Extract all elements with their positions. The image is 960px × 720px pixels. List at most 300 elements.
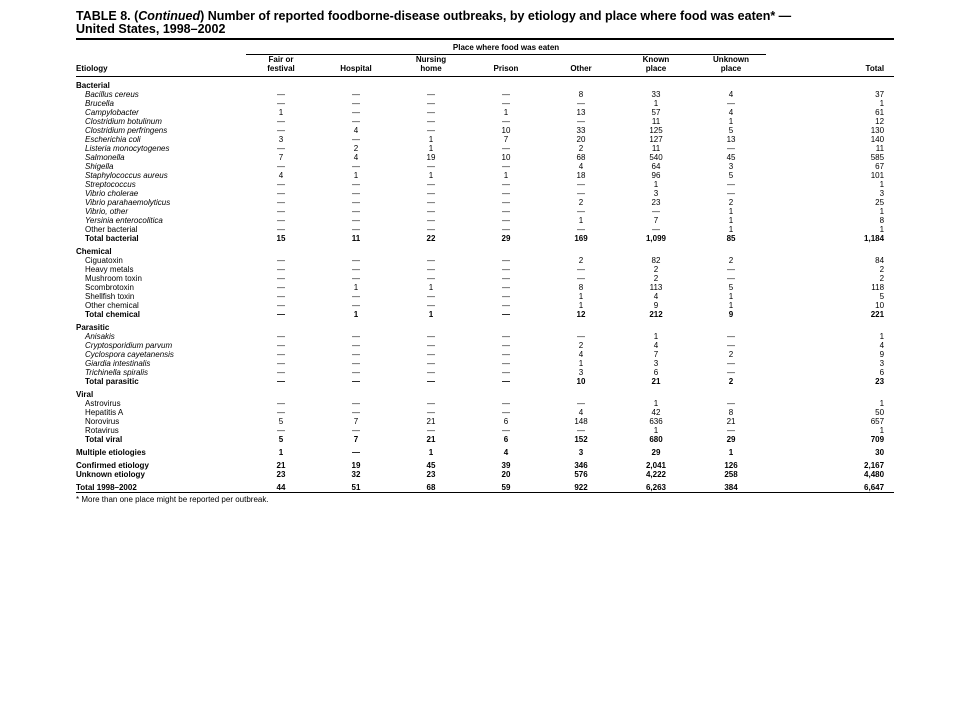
row-value: — [502, 99, 510, 108]
row-value: — [727, 265, 736, 274]
row-value: 21 [276, 461, 286, 470]
row-value: — [727, 368, 736, 377]
row-value: 1 [879, 207, 885, 216]
row-value: 4 [578, 350, 584, 359]
row-value: 29 [501, 234, 511, 243]
row-value: — [277, 301, 285, 310]
section-title: Parasitic [76, 323, 110, 332]
row-value: 4 [879, 341, 885, 350]
row-label: Heavy metals [85, 265, 134, 274]
row-value: 1 [353, 310, 359, 319]
row-value: 7 [503, 135, 509, 144]
row-value: 2 [728, 350, 734, 359]
row-value: — [352, 180, 360, 189]
row-value: 1 [728, 301, 734, 310]
row-value: — [502, 198, 510, 207]
row-value: 585 [870, 153, 885, 162]
row-value: — [352, 399, 360, 408]
row-value: — [502, 350, 510, 359]
row-value: — [427, 126, 435, 135]
row-value: 68 [426, 483, 436, 492]
row-value: — [427, 207, 435, 216]
table-row [76, 332, 894, 341]
row-value: — [427, 108, 435, 117]
row-value: 13 [726, 135, 736, 144]
row-value: 45 [426, 461, 436, 470]
row-value: 1 [428, 448, 434, 457]
row-value: — [502, 162, 510, 171]
row-label: Cryptosporidium parvum [85, 341, 173, 350]
row-value: 4 [653, 341, 659, 350]
document [76, 10, 894, 504]
row-label: Astrovirus [85, 399, 121, 408]
section-header [76, 243, 894, 256]
row-value: 20 [576, 135, 586, 144]
row-value: 2 [353, 144, 359, 153]
row-label: Other bacterial [85, 225, 138, 234]
row-label: Vibrio parahaemolyticus [85, 198, 171, 207]
row-value: — [352, 207, 360, 216]
row-value: — [277, 207, 285, 216]
row-value: — [352, 117, 360, 126]
table-row [76, 283, 894, 292]
outbreak-table [76, 40, 894, 492]
table-row [76, 207, 894, 216]
row-value: 709 [870, 435, 885, 444]
row-value: 96 [651, 171, 661, 180]
row-value: 4 [728, 108, 734, 117]
row-value: — [577, 207, 585, 216]
row-value: 118 [871, 283, 885, 292]
row-value: 7 [653, 350, 659, 359]
row-value: — [277, 310, 285, 319]
row-label: Unknown etiology [76, 470, 145, 479]
row-value: 39 [501, 461, 511, 470]
row-value: 19 [351, 461, 361, 470]
row-label: Clostridium perfringens [85, 126, 168, 135]
row-value: 8 [578, 90, 584, 99]
row-value: 2 [728, 256, 734, 265]
row-value: 13 [576, 108, 586, 117]
row-value: 4 [353, 153, 359, 162]
row-value: — [352, 225, 360, 234]
row-value: — [727, 426, 736, 435]
row-value: — [427, 189, 435, 198]
row-value: — [577, 426, 585, 435]
row-value: — [502, 341, 510, 350]
row-value: 9 [879, 350, 885, 359]
row-value: 59 [501, 483, 511, 492]
row-value: — [277, 117, 285, 126]
row-value: 12 [875, 117, 885, 126]
row-value: 576 [574, 470, 588, 479]
row-value: 7 [653, 216, 659, 225]
col-known-1: Known [642, 55, 670, 64]
row-value: 657 [870, 417, 885, 426]
row-value: 82 [651, 256, 661, 265]
table-row [76, 399, 894, 408]
row-value: 1 [503, 108, 509, 117]
row-value: 1 [428, 283, 434, 292]
row-value: — [277, 265, 285, 274]
row-value: 212 [649, 310, 663, 319]
section-total-row [76, 377, 894, 386]
table-row [76, 426, 894, 435]
row-value: — [427, 216, 435, 225]
table-row [76, 408, 894, 417]
row-value: — [427, 198, 435, 207]
row-label: Campylobacter [85, 108, 139, 117]
row-value: 1 [353, 171, 359, 180]
row-value: — [352, 408, 360, 417]
row-value: 9 [728, 310, 734, 319]
row-value: 10 [501, 153, 511, 162]
row-value: 2,041 [645, 461, 667, 470]
table-row [76, 135, 894, 144]
spanner-header: Place where food was eaten [246, 40, 766, 55]
row-value: — [427, 265, 435, 274]
row-value: 1 [653, 426, 659, 435]
row-value: 44 [276, 483, 286, 492]
row-value: 15 [276, 234, 286, 243]
row-label: Vibrio, other [85, 207, 128, 216]
row-value: — [502, 256, 510, 265]
row-value: 1 [428, 135, 434, 144]
row-label: Total parasitic [85, 377, 139, 386]
row-value: 20 [501, 470, 511, 479]
row-value: — [352, 426, 360, 435]
row-label: Escherichia coli [85, 135, 141, 144]
table-row [76, 292, 894, 301]
row-label: Cyclospora cayetanensis [85, 350, 174, 359]
row-value: 4 [503, 448, 509, 457]
row-value: — [277, 408, 285, 417]
row-label: Shellfish toxin [85, 292, 135, 301]
row-value: — [352, 265, 360, 274]
row-value: — [652, 207, 660, 216]
row-value: — [727, 99, 736, 108]
row-value: 2 [578, 256, 584, 265]
row-value: 1,099 [645, 234, 667, 243]
table-row [76, 359, 894, 368]
row-value: — [277, 189, 285, 198]
row-value: 67 [875, 162, 885, 171]
row-value: 1 [278, 108, 284, 117]
row-value: — [277, 426, 285, 435]
confirmed-etiology-row [76, 457, 894, 470]
title-italic: Continued [138, 9, 201, 23]
row-value: — [277, 256, 285, 265]
row-value: — [502, 292, 510, 301]
row-value: — [427, 301, 435, 310]
row-value: 1 [879, 180, 885, 189]
col-prison: Prison [493, 64, 519, 73]
row-value: 2 [879, 265, 885, 274]
row-value: 1 [353, 283, 359, 292]
row-value: 6,263 [645, 483, 667, 492]
col-etiology: Etiology [76, 64, 108, 73]
row-value: — [277, 368, 285, 377]
row-value: — [352, 99, 360, 108]
row-value: 6 [503, 417, 509, 426]
row-value: 1 [578, 292, 584, 301]
col-total: Total [865, 64, 885, 73]
row-value: 21 [426, 435, 436, 444]
row-value: 1,184 [864, 234, 885, 243]
table-row [76, 341, 894, 350]
row-value: 12 [576, 310, 586, 319]
row-value: 11 [651, 117, 661, 126]
row-value: — [277, 359, 285, 368]
row-value: — [277, 283, 285, 292]
row-label: Vibrio cholerae [85, 189, 139, 198]
row-value: — [352, 274, 360, 283]
row-label: Other chemical [85, 301, 139, 310]
row-value: — [577, 180, 585, 189]
section-header [76, 386, 894, 399]
row-value: 23 [276, 470, 286, 479]
row-value: 2,167 [864, 461, 885, 470]
row-value: — [277, 216, 285, 225]
row-value: 4,480 [864, 470, 885, 479]
row-value: 1 [879, 332, 885, 341]
row-value: 2 [879, 274, 885, 283]
row-value: — [427, 256, 435, 265]
row-value: 540 [649, 153, 663, 162]
row-value: — [277, 225, 285, 234]
row-value: 1 [428, 310, 434, 319]
row-value: — [352, 301, 360, 310]
row-value: — [352, 90, 360, 99]
row-value: — [427, 368, 435, 377]
row-value: 1 [728, 225, 734, 234]
row-value: 4 [578, 162, 584, 171]
row-value: — [277, 399, 285, 408]
table-row [76, 274, 894, 283]
row-value: — [352, 216, 360, 225]
row-value: 3 [879, 359, 885, 368]
row-label: Total chemical [85, 310, 140, 319]
row-value: — [277, 332, 285, 341]
row-value: — [427, 426, 435, 435]
row-value: 346 [574, 461, 588, 470]
row-value: 2 [578, 341, 584, 350]
table-row [76, 171, 894, 180]
row-value: 5 [278, 417, 284, 426]
section-total-row [76, 310, 894, 319]
row-value: 1 [428, 171, 434, 180]
row-value: 6 [653, 368, 659, 377]
row-value: 10 [875, 301, 885, 310]
row-value: — [502, 301, 510, 310]
row-value: 8 [728, 408, 734, 417]
row-value: 1 [653, 180, 659, 189]
row-value: 1 [503, 171, 509, 180]
col-unknown-2: place [720, 64, 742, 73]
row-value: 169 [574, 234, 588, 243]
row-value: — [577, 225, 585, 234]
bottom-rule [76, 492, 894, 493]
col-other: Other [570, 64, 592, 73]
row-value: — [277, 99, 285, 108]
row-label: Total bacterial [85, 234, 139, 243]
row-value: 45 [726, 153, 736, 162]
row-value: 7 [353, 435, 359, 444]
row-value: — [502, 207, 510, 216]
row-value: — [352, 256, 360, 265]
row-value: 5 [728, 171, 734, 180]
row-value: — [502, 90, 510, 99]
row-value: 32 [351, 470, 361, 479]
row-value: 23 [426, 470, 436, 479]
row-value: 11 [875, 144, 885, 153]
row-value: 680 [649, 435, 663, 444]
table-row [76, 108, 894, 117]
table-row [76, 301, 894, 310]
row-label: Total viral [85, 435, 123, 444]
row-value: — [277, 198, 285, 207]
row-value: 84 [875, 256, 885, 265]
row-value: 6 [879, 368, 885, 377]
row-value: 3 [578, 448, 584, 457]
row-value: 4 [728, 90, 734, 99]
row-value: — [652, 225, 660, 234]
row-value: — [277, 350, 285, 359]
table-row [76, 417, 894, 426]
row-value: 1 [728, 216, 734, 225]
row-value: 64 [651, 162, 661, 171]
row-value: — [577, 99, 585, 108]
row-value: 4 [578, 408, 584, 417]
row-value: 37 [875, 90, 885, 99]
section-title: Chemical [76, 247, 112, 256]
row-value: — [502, 399, 510, 408]
row-label: Streptococcus [85, 180, 136, 189]
row-value: 1 [879, 399, 885, 408]
section-header [76, 77, 894, 91]
row-value: 101 [870, 171, 885, 180]
row-value: 6,647 [864, 483, 885, 492]
row-value: 42 [651, 408, 661, 417]
row-value: — [352, 162, 360, 171]
row-value: 19 [426, 153, 436, 162]
row-value: 6 [503, 435, 509, 444]
row-value: — [427, 274, 435, 283]
row-value: 11 [651, 144, 661, 153]
row-value: — [427, 341, 435, 350]
row-value: 384 [724, 483, 738, 492]
row-value: 2 [728, 377, 734, 386]
grand-total-row [76, 479, 894, 492]
row-value: — [277, 180, 285, 189]
row-value: 1 [578, 216, 584, 225]
row-value: 22 [426, 234, 436, 243]
row-value: 1 [728, 292, 734, 301]
row-value: 18 [576, 171, 586, 180]
row-value: 33 [576, 126, 586, 135]
table-row [76, 126, 894, 135]
row-value: 258 [724, 470, 738, 479]
row-value: — [277, 341, 285, 350]
row-value: — [727, 189, 736, 198]
row-value: — [427, 377, 435, 386]
row-value: 51 [351, 483, 361, 492]
col-hospital: Hospital [340, 64, 372, 73]
title-rest: ) Number of reported foodborne-disease outbreaks, by etiology and place where food was eaten* — [200, 9, 792, 23]
table-row [76, 90, 894, 99]
row-value: 8 [879, 216, 885, 225]
row-value: 126 [724, 461, 738, 470]
row-value: — [427, 332, 435, 341]
table-row [76, 153, 894, 162]
row-value: 1 [728, 207, 734, 216]
row-value: 125 [649, 126, 663, 135]
row-value: 4 [278, 171, 284, 180]
row-value: 636 [649, 417, 663, 426]
row-value: 10 [576, 377, 586, 386]
row-value: — [727, 399, 736, 408]
table-row [76, 225, 894, 234]
row-value: — [727, 144, 736, 153]
row-value: 152 [574, 435, 588, 444]
row-value: 3 [879, 189, 885, 198]
row-value: — [427, 292, 435, 301]
row-value: 21 [426, 417, 436, 426]
row-value: 1 [653, 332, 659, 341]
row-value: 922 [574, 483, 588, 492]
row-value: 5 [278, 435, 284, 444]
row-value: — [427, 180, 435, 189]
row-value: — [352, 359, 360, 368]
table-row [76, 180, 894, 189]
row-value: 11 [351, 234, 361, 243]
table-row [76, 368, 894, 377]
row-value: 1 [653, 99, 659, 108]
table-row [76, 189, 894, 198]
title-prefix: TABLE 8. ( [76, 9, 139, 23]
row-value: — [502, 359, 510, 368]
row-value: — [577, 117, 585, 126]
row-value: — [502, 117, 510, 126]
title-line2: United States, 1998–2002 [76, 22, 226, 36]
row-label: Rotavirus [85, 426, 119, 435]
row-value: 1 [728, 117, 734, 126]
row-value: — [277, 144, 285, 153]
row-value: 130 [870, 126, 885, 135]
multiple-etiologies-row [76, 444, 894, 457]
row-label: Anisakis [85, 332, 115, 341]
table-row [76, 117, 894, 126]
row-label: Brucella [85, 99, 114, 108]
row-value: — [352, 292, 360, 301]
row-value: 140 [870, 135, 885, 144]
row-value: 2 [728, 198, 734, 207]
unknown-etiology-row [76, 470, 894, 479]
row-value: — [427, 90, 435, 99]
row-label: Hepatitis A [85, 408, 124, 417]
row-value: 29 [651, 448, 661, 457]
row-value: 68 [576, 153, 586, 162]
row-value: 1 [278, 448, 284, 457]
row-value: — [502, 265, 510, 274]
row-value: 1 [428, 144, 434, 153]
row-value: 29 [726, 435, 736, 444]
row-value: — [727, 274, 736, 283]
row-value: — [352, 198, 360, 207]
table-body [76, 77, 894, 493]
row-value: 61 [875, 108, 885, 117]
row-value: — [502, 426, 510, 435]
